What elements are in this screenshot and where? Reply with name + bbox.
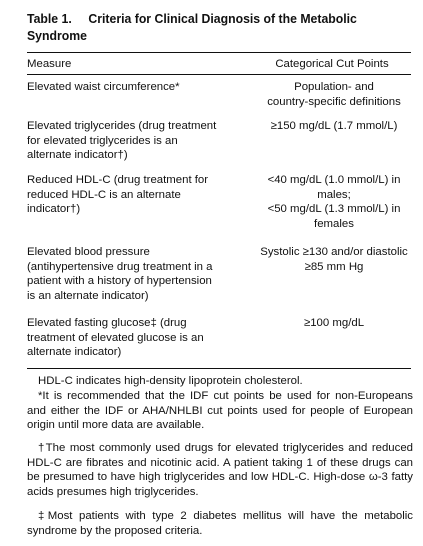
table-number: Table 1. bbox=[27, 11, 72, 26]
cell-text: Elevated fasting glucose‡ (drug bbox=[27, 317, 187, 329]
table-row-measure bbox=[27, 119, 227, 163]
footnote-dagger: †The most commonly used drugs for elevated triglycerides and reduced HDL-C are fibrates and nicotinic acid. A patient taking 1 of these drugs can be presumed to have high triglycerides and low HDL-C. High-dose ω-3 fatty acids presumes high triglycerides. bbox=[27, 442, 413, 498]
cell-text: males; bbox=[317, 188, 351, 201]
cell-text: (antihypertensive drug treatment in a bbox=[27, 260, 213, 273]
cell-text: alternate indicator†) bbox=[27, 149, 128, 162]
column-header-cut-points: Categorical Cut Points bbox=[275, 58, 389, 70]
cell-text: ≥150 mg/dL (1.7 mmol/L) bbox=[270, 120, 398, 132]
cell-text: treatment of elevated glucose is an bbox=[27, 331, 204, 344]
table-row-cut-point bbox=[252, 316, 416, 331]
footnote-asterisk: *It is recommended that the IDF cut points be used for non-Europeans and either the IDF or AHA/NHLBI cut points used for people of European origin until more data are available. bbox=[27, 390, 413, 432]
cell-text: patient with a history of hypertension bbox=[27, 275, 212, 288]
cell-text: alternate indicator) bbox=[27, 346, 122, 359]
cell-text: Elevated triglycerides (drug treatment bbox=[27, 120, 217, 132]
header-rule bbox=[27, 74, 411, 75]
cell-text: Reduced HDL-C (drug treatment for bbox=[27, 174, 209, 186]
column-header-measure: Measure bbox=[27, 58, 72, 70]
footnote-double-dagger: ‡Most patients with type 2 diabetes mellitus will have the metabolic syndrome by the proposed criteria. bbox=[27, 510, 413, 537]
cell-text: Elevated waist circumference* bbox=[27, 81, 180, 93]
cell-text: <50 mg/dL (1.3 mmol/L) in bbox=[267, 203, 401, 216]
cell-text: Population- and bbox=[294, 81, 374, 93]
table-row-cut-point bbox=[252, 245, 416, 274]
cell-text: <40 mg/dL (1.0 mmol/L) in bbox=[267, 174, 401, 186]
table-row-measure bbox=[27, 245, 227, 303]
table-row-cut-point bbox=[252, 173, 416, 231]
footnote-abbreviation: HDL-C indicates high-density lipoprotein cholesterol. bbox=[38, 375, 303, 387]
table-row-measure bbox=[27, 316, 227, 360]
table-row-measure bbox=[27, 173, 227, 217]
cell-text: Systolic ≥130 and/or diastolic bbox=[260, 246, 408, 258]
cell-text: reduced HDL-C is an alternate bbox=[27, 188, 181, 201]
table-row-cut-point bbox=[252, 119, 416, 134]
cell-text: Elevated blood pressure bbox=[27, 246, 150, 258]
table-caption bbox=[27, 10, 380, 44]
top-rule bbox=[27, 52, 411, 53]
cell-text: indicator†) bbox=[27, 203, 81, 216]
table-row-measure bbox=[27, 80, 227, 95]
cell-text: females bbox=[314, 217, 354, 230]
cell-text: country-specific definitions bbox=[267, 95, 401, 108]
table-row-cut-point bbox=[252, 80, 416, 109]
cell-text: is an alternate indicator) bbox=[27, 289, 149, 302]
table-title: Criteria for Clinical Diagnosis of the Metabolic Syndrome bbox=[27, 11, 357, 43]
cell-text: ≥100 mg/dL bbox=[303, 317, 365, 329]
cell-text: ≥85 mm Hg bbox=[304, 260, 364, 273]
cell-text: for elevated triglycerides is an bbox=[27, 134, 178, 147]
bottom-rule bbox=[27, 368, 411, 369]
